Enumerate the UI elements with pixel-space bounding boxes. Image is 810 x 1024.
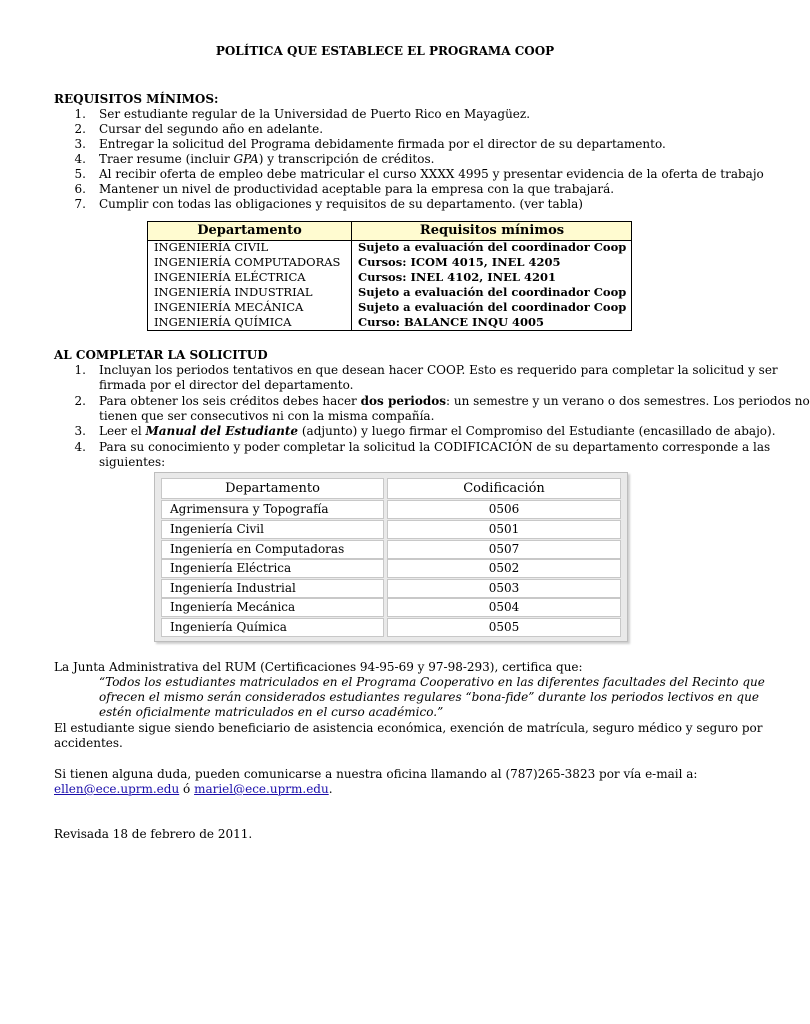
list-item: Mantener un nivel de productividad aceptable para la empresa con la que trabajará.	[99, 182, 615, 196]
list-item: Cumplir con todas las obligaciones y requisitos de su departamento. (ver tabla)	[99, 197, 583, 211]
table-cell-code: 0505	[387, 618, 621, 637]
list-number: 5.	[74, 167, 86, 181]
list-item: Cursar del segundo año en adelante.	[99, 122, 324, 136]
list-item: Para su conocimiento y poder completar la solicitud la CODIFICACIÓN de su departamento corresponde a las	[99, 440, 771, 454]
table-divider	[351, 222, 352, 330]
table-cell-req: Sujeto a evaluación del coordinador Coop	[358, 300, 627, 314]
header-departamento: Departamento	[197, 223, 302, 238]
dos-periodos-strong: dos periodos	[360, 394, 446, 408]
list-item-text: Traer resume (incluir	[99, 152, 234, 166]
list-item-text: Para obtener los seis créditos debes hacer	[99, 394, 361, 408]
list-number: 6.	[74, 182, 86, 196]
table-cell-dept: INGENIERÍA INDUSTRIAL	[154, 285, 313, 299]
table-cell-dept: Ingeniería Mecánica	[161, 598, 384, 617]
list-item-text: : un semestre y un verano o dos semestres. Los periodos no	[446, 394, 810, 408]
header-departamento: Departamento	[161, 478, 384, 499]
contacto-text: Si tienen alguna duda, pueden comunicarse a nuestra oficina llamando al (787)265-3823 por vía e-mail a:	[54, 767, 698, 781]
gpa-emphasis: GPA	[233, 152, 259, 166]
list-item-text: Leer el	[99, 424, 146, 438]
codificacion-table	[154, 472, 628, 642]
junta-quote-line: ofrecen el mismo serán considerados estudiantes regulares “bona-fide” durante los periodos lectivos en que	[99, 690, 759, 704]
revision-date: Revisada 18 de febrero de 2011.	[54, 827, 253, 841]
header-codificacion: Codificación	[387, 478, 621, 499]
header-requisitos: Requisitos mínimos	[419, 223, 565, 238]
list-number: 4.	[74, 440, 86, 454]
completar-heading: AL COMPLETAR LA SOLICITUD	[54, 348, 268, 362]
list-number: 7.	[74, 197, 86, 211]
requisitos-heading: REQUISITOS MÍNIMOS:	[54, 92, 219, 106]
table-cell-req: Sujeto a evaluación del coordinador Coop	[358, 285, 627, 299]
table-cell-code: 0502	[387, 559, 621, 578]
junta-quote-line: “Todos los estudiantes matriculados en el Programa Cooperativo en las diferentes facultades del Recinto que	[99, 675, 765, 689]
list-item	[99, 424, 776, 439]
manual-estudiante-title: Manual del Estudiante	[145, 424, 299, 438]
page-title: POLÍTICA QUE ESTABLECE EL PROGRAMA COOP	[215, 44, 555, 58]
email-separator: ó	[179, 782, 195, 796]
list-number: 2.	[74, 122, 86, 136]
list-number: 1.	[74, 107, 86, 121]
table-cell-req: Cursos: ICOM 4015, INEL 4205	[358, 255, 561, 269]
table-cell-dept: Ingeniería Química	[161, 618, 384, 637]
table-cell-code: 0504	[387, 598, 621, 617]
requisitos-table	[147, 221, 632, 331]
list-number: 2.	[74, 394, 86, 408]
beneficiario-text: El estudiante sigue siendo beneficiario de asistencia económica, exención de matrícula, seguro médico y seguro por	[54, 721, 763, 735]
table-cell-code: 0506	[387, 500, 621, 519]
table-cell-dept: INGENIERÍA MECÁNICA	[154, 300, 304, 314]
list-number: 3.	[74, 424, 86, 438]
list-item: Al recibir oferta de empleo debe matricular el curso XXXX 4995 y presentar evidencia de la oferta de trabajo	[99, 167, 764, 181]
list-item-continuation: tienen que ser consecutivos ni con la misma compañía.	[99, 409, 435, 423]
email-link-mariel[interactable]: mariel@ece.uprm.edu	[194, 782, 329, 796]
beneficiario-text: accidentes.	[54, 736, 123, 750]
table-cell-code: 0503	[387, 579, 621, 598]
list-number: 1.	[74, 363, 86, 377]
junta-intro: La Junta Administrativa del RUM (Certificaciones 94-95-69 y 97-98-293), certifica que:	[54, 660, 583, 674]
table-cell-req: Curso: BALANCE INQU 4005	[358, 315, 544, 329]
list-item	[99, 152, 434, 167]
email-link-ellen[interactable]: ellen@ece.uprm.edu	[54, 782, 180, 796]
junta-quote-line: estén oficialmente matriculados en el curso académico.”	[99, 705, 444, 719]
table-cell-dept: INGENIERÍA COMPUTADORAS	[154, 255, 341, 269]
table-cell-code: 0501	[387, 520, 621, 539]
list-item-text: (adjunto) y luego firmar el Compromiso del Estudiante (encasillado de abajo).	[298, 424, 776, 438]
list-number: 4.	[74, 152, 86, 166]
email-end: .	[328, 782, 333, 796]
list-item-continuation: firmada por el director del departamento.	[99, 378, 354, 392]
list-item	[99, 394, 810, 409]
table-cell-req: Sujeto a evaluación del coordinador Coop	[358, 240, 627, 254]
table-cell-req: Cursos: INEL 4102, INEL 4201	[358, 270, 556, 284]
table-cell-dept: Ingeniería Eléctrica	[161, 559, 384, 578]
list-item: Entregar la solicitud del Programa debidamente firmada por el director de su departamento.	[99, 137, 666, 151]
table-cell-dept: Ingeniería Industrial	[161, 579, 384, 598]
table-cell-dept: INGENIERÍA CIVIL	[154, 240, 269, 254]
list-number: 3.	[74, 137, 86, 151]
table-cell-dept: INGENIERÍA ELÉCTRICA	[154, 270, 306, 284]
table-cell-dept: INGENIERÍA QUÍMICA	[154, 315, 292, 329]
list-item: Incluyan los periodos tentativos en que desean hacer COOP. Esto es requerido para completar la solicitud y ser	[99, 363, 778, 377]
table-cell-code: 0507	[387, 540, 621, 559]
list-item-continuation: siguientes:	[99, 455, 166, 469]
table-cell-dept: Ingeniería en Computadoras	[161, 540, 384, 559]
table-cell-dept: Agrimensura y Topografía	[161, 500, 384, 519]
contacto-emails	[54, 782, 333, 797]
list-item: Ser estudiante regular de la Universidad de Puerto Rico en Mayagüez.	[99, 107, 531, 121]
table-cell-dept: Ingeniería Civil	[161, 520, 384, 539]
list-item-text: ) y transcripción de créditos.	[258, 152, 435, 166]
